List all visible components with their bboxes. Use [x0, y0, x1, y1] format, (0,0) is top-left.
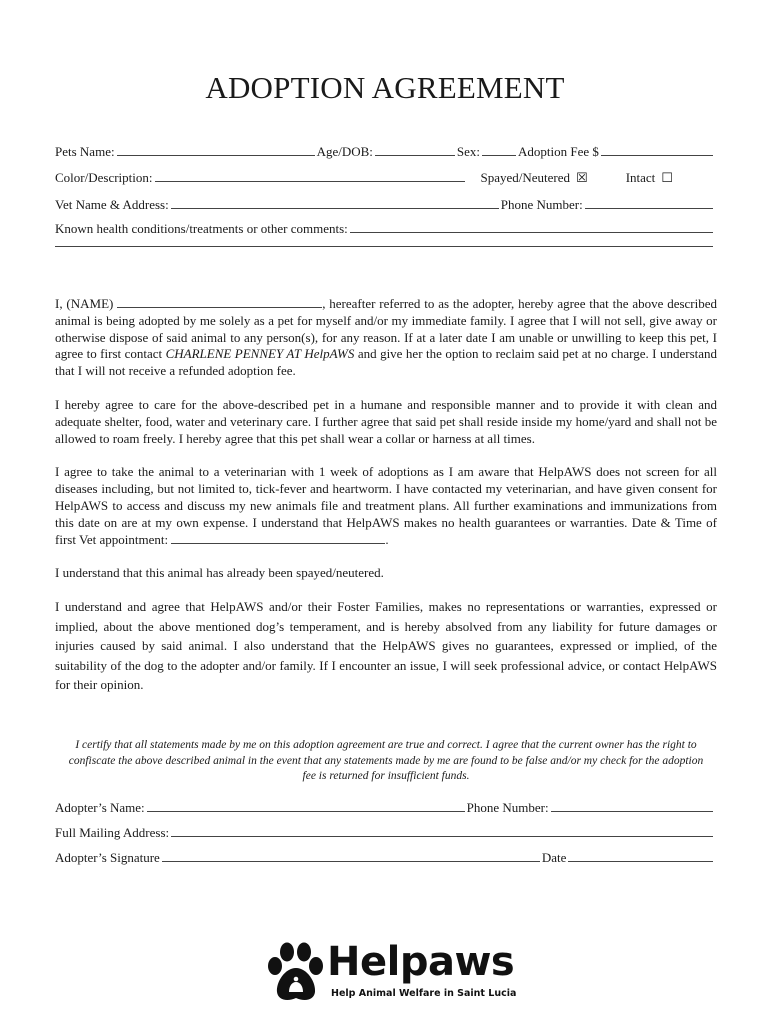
- paragraph-1: [55, 296, 717, 380]
- adopter-phone-input[interactable]: [551, 810, 713, 812]
- mailing-address-label: Full Mailing Address:: [55, 825, 170, 840]
- contact-name: CHARLENE PENNEY AT HelpAWS: [165, 346, 355, 362]
- adopter-name-field[interactable]: [117, 306, 322, 308]
- known-health-field-line-2[interactable]: [55, 245, 713, 247]
- signature-row: [55, 850, 715, 866]
- logo-wordmark: Helpaws: [327, 939, 515, 985]
- mailing-address-row: [55, 825, 715, 841]
- date-label: Date: [541, 850, 567, 865]
- vet-name-address-label: Vet Name & Address:: [55, 197, 169, 212]
- signature-label: Adopter’s Signature: [55, 850, 160, 865]
- known-health-label: Known health conditions/treatments or other comments:: [55, 221, 348, 236]
- vet-name-address-field[interactable]: [171, 207, 499, 209]
- health-row: [55, 221, 715, 237]
- signature-input[interactable]: [162, 860, 540, 862]
- paragraph-5: I understand and agree that HelpAWS and/or their Foster Families, makes no representations or warranties, expressed or implied, about the above mentioned dog’s temperament, and is hereby absolved from any liability for future damages or injuries caused by said animal. I also understand that the HelpAWS gives no guarantees, expressed or implied, of the suitability of the dog to the adopter and/or family. If I encounter an issue, I will seek professional advice, or contact HelpAWS for their opinion.: [55, 599, 717, 693]
- adopter-name-label: Adopter’s Name:: [55, 800, 145, 815]
- paw-print-icon: [265, 942, 327, 1006]
- sex-label: Sex:: [456, 144, 481, 159]
- adopter-phone-label: Phone Number:: [466, 800, 549, 815]
- vet-appointment-field[interactable]: [171, 542, 385, 544]
- paragraph-4: I understand that this animal has already been spayed/neutered.: [55, 565, 384, 581]
- certification-statement: I certify that all statements made by me on this adoption agreement are true and correct. I agree that the current owner has the right to confiscate the above described animal in the event that any statements made by me are found to be false and/or my check for the adoption fee is returned for insufficient funds.: [68, 739, 704, 782]
- vet-phone-field[interactable]: [585, 207, 713, 209]
- color-description-label: Color/Description:: [55, 170, 153, 185]
- pet-info-row: [55, 144, 715, 160]
- vet-phone-label: Phone Number:: [500, 197, 583, 212]
- spayed-neutered-label: Spayed/Neutered: [480, 170, 571, 185]
- adopter-name-row: [55, 800, 715, 816]
- paragraph-2: I hereby agree to care for the above-described pet in a humane and responsible manner and to provide it with clean and adequate shelter, food, water and veterinary care. I further agree that said pet shall reside inside my home/yard and shall not be allowed to roam freely. I hereby agree that this pet shall wear a collar or harness at all times.: [55, 396, 717, 446]
- pets-name-field[interactable]: [117, 154, 315, 156]
- paragraph-3-end: .: [385, 531, 389, 547]
- paragraph-1-text: , hereafter referred to as the adopter, hereby agree that the above described animal is being adopted by me solely as a pet for myself and/or my immediate family. I agree that I will not sell, give away or otherwise dispose of said animal to any person(s), for any reason. If at a later date I am unable or unwilling to keep this pet, I agree to first contact: [55, 296, 718, 362]
- spayed-neutered-checkbox[interactable]: ☒: [576, 171, 588, 186]
- age-dob-label: Age/DOB:: [316, 144, 373, 159]
- agreement-body: [55, 296, 717, 695]
- color-description-field[interactable]: [155, 180, 465, 182]
- vet-row: [55, 197, 715, 213]
- date-input[interactable]: [568, 860, 713, 862]
- intact-label: Intact: [625, 170, 656, 185]
- health-row-continued: [55, 245, 715, 249]
- pets-name-label: Pets Name:: [55, 144, 115, 159]
- page-title: ADOPTION AGREEMENT: [205, 70, 565, 105]
- logo-tagline: Help Animal Welfare in Saint Lucia: [331, 988, 517, 999]
- sex-field[interactable]: [482, 154, 516, 156]
- known-health-field[interactable]: [350, 231, 713, 233]
- paragraph-3-text: I agree to take the animal to a veterinarian with 1 week of adoptions as I am aware that HelpAWS does not screen for all diseases including, but not limited to, tick-fever and heartworm. I have contacted my veterinarian, and have given consent for HelpAWS to access and discuss my new animals file and treatment plans. All further examinations and immunizations from this date on are at my own expense. I understand that HelpAWS makes no health guarantees or warranties. Date & Time of first Vet appointment:: [55, 464, 717, 547]
- intact-checkbox[interactable]: ☐: [661, 171, 673, 186]
- paragraph-3: [55, 464, 717, 548]
- mailing-address-input[interactable]: [171, 835, 713, 837]
- age-dob-field[interactable]: [375, 154, 455, 156]
- name-label: I, (NAME): [55, 296, 114, 311]
- adoption-fee-label: Adoption Fee $: [518, 144, 599, 159]
- adopter-name-input[interactable]: [147, 810, 465, 812]
- color-row: [55, 170, 715, 186]
- paragraph-1-end: and give her the option to reclaim said pet at no charge. I understand that I will not receive a refunded adoption fee.: [55, 346, 718, 379]
- helpaws-logo: [265, 940, 515, 1006]
- adoption-fee-field[interactable]: [601, 154, 713, 156]
